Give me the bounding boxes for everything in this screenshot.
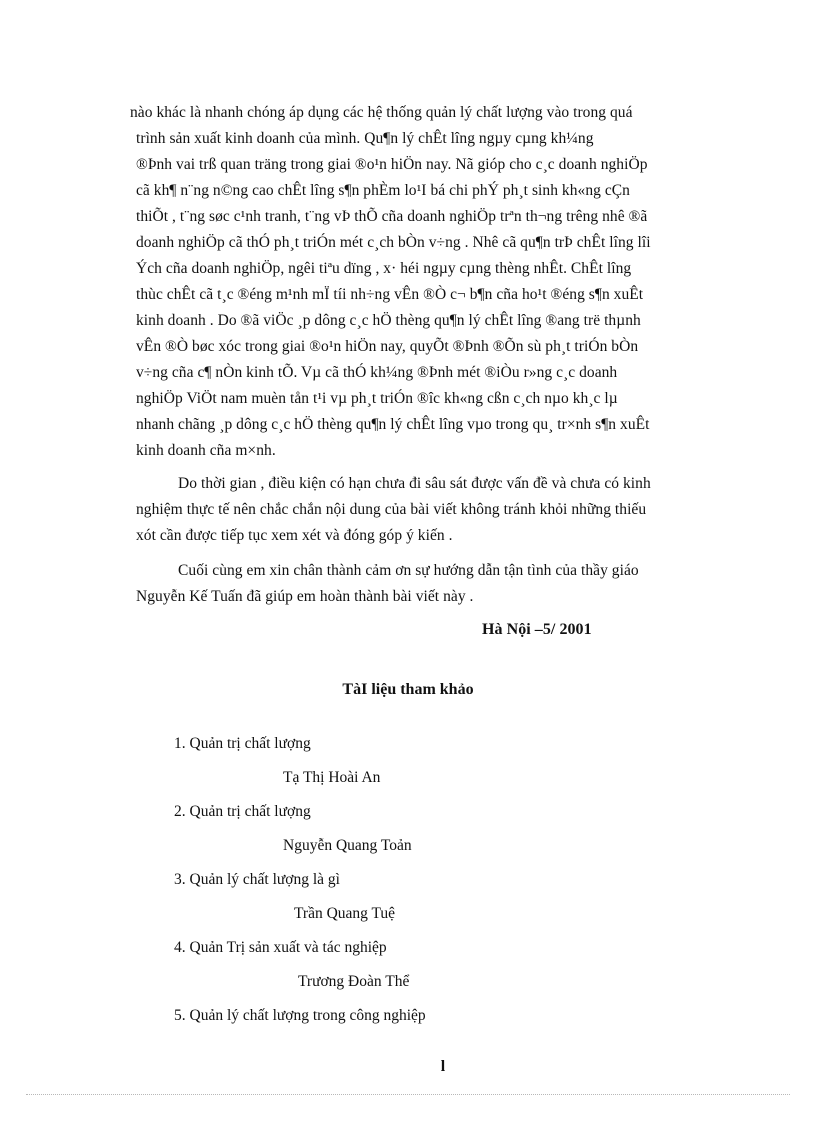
reference-title: 5. Quản lý chất lượng trong công nghiệp <box>174 1007 426 1024</box>
page-number: l <box>440 1058 446 1075</box>
paragraph-1-line: nghiÖp ViÖt nam muèn tån t¹i vµ ph¸t triÓn ®îc kh«ng cßn c¸ch nµo kh¸c lµ <box>136 390 618 407</box>
reference-title: 2. Quản trị chất lượng <box>174 803 311 820</box>
reference-title: 3. Quản lý chất lượng là gì <box>174 871 340 888</box>
paragraph-1-line: cã kh¶ n¨ng n©ng cao chÊt lîng s¶n phÈm lo¹I bá chi phÝ ph¸t sinh kh«ng cÇn <box>136 182 630 199</box>
paragraph-1-line: Ých cña doanh nghiÖp, ngêi tiªu dïng , x· héi ngµy cµng thèng nhÊt. ChÊt lîng <box>136 260 632 277</box>
paragraph-1-line: doanh nghiÖp cã thÓ ph¸t triÓn mét c¸ch bÒn v÷ng . Nhê cã qu¶n trÞ chÊt lîng lîi <box>136 234 651 251</box>
reference-author: Tạ Thị Hoài An <box>283 769 381 786</box>
paragraph-2-line: Do thời gian , điều kiện có hạn chưa đi sâu sát được vấn đề và chưa có kinh <box>178 475 651 492</box>
paragraph-1-line: thùc chÊt cã t¸c ®éng m¹nh mÏ tíi nh÷ng vÊn ®Ò c¬ b¶n cña ho¹t ®éng s¶n xuÊt <box>136 286 644 303</box>
reference-author: Nguyễn Quang Toản <box>283 837 412 854</box>
paragraph-3-line: Nguyễn Kế Tuấn đã giúp em hoàn thành bài viết này . <box>136 588 474 605</box>
paragraph-1-line: thiÕt , t¨ng søc c¹nh tranh, t¨ng vÞ thÕ cña doanh nghiÖp trªn th¬ng trêng nhê ®ã <box>136 208 648 225</box>
reference-title: 1. Quản trị chất lượng <box>174 735 311 752</box>
paragraph-3-line: Cuối cùng em xin chân thành cảm ơn sự hướng dẫn tận tình của thầy giáo <box>178 562 639 579</box>
reference-title: 4. Quản Trị sản xuất và tác nghiệp <box>174 939 387 956</box>
paragraph-1-line: nào khác là nhanh chóng áp dụng các hệ thống quản lý chất lượng vào trong quá <box>130 104 633 121</box>
paragraph-1-line: vÊn ®Ò bøc xóc trong giai ®o¹n hiÖn nay, quyÕt ®Þnh ®Õn sù ph¸t triÓn bÒn <box>136 338 639 355</box>
paragraph-1-line: v÷ng cña c¶ nÒn kinh tÕ. Vµ cã thÓ kh¼ng ®Þnh mét ®iÒu r»ng c¸c doanh <box>136 364 618 381</box>
reference-author: Trương Đoàn Thể <box>298 973 410 990</box>
paragraph-2-line: nghiệm thực tế nên chắc chắn nội dung của bài viết không tránh khỏi những thiếu <box>136 501 647 518</box>
paragraph-1-line: nhanh chãng ¸p dông c¸c hÖ thèng qu¶n lý chÊt lîng vµo trong qu¸ tr×nh s¶n xuÊt <box>136 416 650 433</box>
references-title: TàI liệu tham khảo <box>342 681 474 698</box>
paragraph-1-line: kinh doanh . Do ®ã viÖc ¸p dông c¸c hÖ thèng qu¶n lý chÊt lîng ®ang trë thµnh <box>136 312 641 329</box>
paragraph-1-line: kinh doanh cña m×nh. <box>136 442 276 459</box>
paragraph-2-line: xót cần được tiếp tục xem xét và đóng góp ý kiến . <box>136 527 453 544</box>
page-bottom-divider <box>26 1094 790 1095</box>
paragraph-1-line: ®Þnh vai trß quan träng trong giai ®o¹n hiÖn nay. Nã gióp cho c¸c doanh nghiÖp <box>136 156 648 173</box>
paragraph-1-line: trình sản xuất kinh doanh của mình. Qu¶n lý chÊt lîng ngµy cµng kh¼ng <box>136 130 594 147</box>
reference-author: Trần Quang Tuệ <box>294 905 396 922</box>
signature-place-date: Hà Nội –5/ 2001 <box>482 621 592 638</box>
